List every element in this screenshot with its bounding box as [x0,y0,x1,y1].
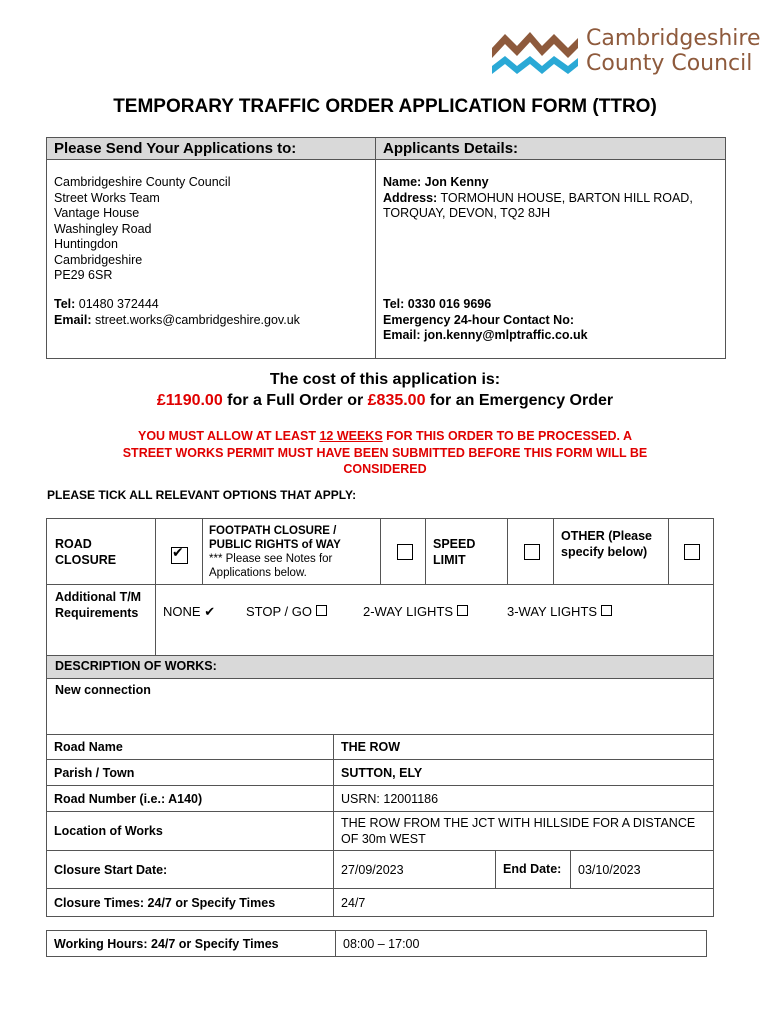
tel-value: 01480 372444 [78,297,159,311]
working-hours-label: Working Hours: 24/7 or Specify Times [47,931,336,957]
parish-label: Parish / Town [47,760,334,786]
road-number-value[interactable]: USRN: 12001186 [334,786,714,812]
emergency-order-price: £835.00 [367,392,426,409]
tick-instruction: PLEASE TICK ALL RELEVANT OPTIONS THAT APPLY: [47,488,357,502]
footpath-label: FOOTPATH CLOSURE / PUBLIC RIGHTS of WAY [209,525,341,551]
end-date-label: End Date: [496,851,571,889]
tm-3way-option[interactable] [507,604,612,619]
tm-stop-go-option[interactable] [246,604,327,619]
address-line: PE29 6SR [54,268,113,282]
tm-2way-checkbox[interactable] [457,605,468,616]
address-line: Washingley Road [54,221,152,236]
options-row [46,518,714,585]
table-row [47,786,714,812]
road-number-label: Road Number (i.e.: A140) [47,786,334,812]
end-date-value[interactable]: 03/10/2023 [571,851,714,889]
applicant-email: Email: jon.kenny@mlptraffic.co.uk [383,328,588,342]
footpath-note: *** Please see Notes for Applications below. [209,553,333,579]
checkmark-icon: ✔ [204,604,216,619]
working-hours-table [46,930,707,957]
closure-times-label: Closure Times: 24/7 or Specify Times [47,889,334,917]
logo-line-1: Cambridgeshire [586,26,761,51]
parish-value[interactable]: SUTTON, ELY [334,760,714,786]
tm-row [46,584,714,656]
warning-part-1: YOU MUST ALLOW AT LEAST [137,429,320,443]
other-checkbox[interactable] [684,544,700,560]
council-logo [490,26,761,86]
applicant-address: TORMOHUN HOUSE, BARTON HILL ROAD, TORQUAY, DEVON, TQ2 8JH [383,190,693,220]
address-line: Vantage House [54,206,140,220]
tm-3way-label: 3-WAY LIGHTS [507,604,598,619]
council-logo-mark-icon [490,28,580,78]
send-to-address-cell [46,159,376,359]
address-line: Street Works Team [54,190,160,205]
table-row [47,851,714,889]
works-details-table [46,734,714,917]
address-line: Cambridgeshire [54,252,143,267]
road-closure-label: ROAD CLOSURE [55,537,117,567]
table-row [47,812,714,851]
tm-3way-checkbox[interactable] [601,605,612,616]
applicant-details-cell [375,159,726,359]
logo-line-2: County Council [586,51,753,76]
tm-stop-go-label: STOP / GO [246,604,312,619]
warning-line-2: STREET WORKS PERMIT MUST HAVE BEEN SUBMITTED BEFORE THIS FORM WILL BE [122,445,648,460]
warning-part-2: FOR THIS ORDER TO BE PROCESSED. A [382,429,633,443]
speed-limit-checkbox[interactable] [524,544,540,560]
tm-2way-label: 2-WAY LIGHTS [363,604,454,619]
other-label: OTHER (Please specify below) [561,529,653,559]
tel-label: Tel: [54,297,76,311]
full-order-price: £1190.00 [156,392,223,409]
table-row [47,760,714,786]
warning-line-3: CONSIDERED [343,462,427,476]
cost-line [0,392,770,410]
footpath-checkbox[interactable] [397,544,413,560]
table-row [47,931,707,957]
email-value[interactable]: street.works@cambridgeshire.gov.uk [95,312,300,327]
tm-none-option[interactable] [163,604,215,620]
description-cell[interactable] [46,678,714,735]
speed-limit-label: SPEED LIMIT [433,537,476,567]
cost-intro: The cost of this application is: [269,371,501,388]
applicant-emergency: Emergency 24-hour Contact No: [383,312,575,327]
table-row [47,735,714,760]
address-line: Cambridgeshire County Council [54,175,231,189]
tm-none-label: NONE [163,604,201,619]
working-hours-value[interactable]: 08:00 – 17:00 [336,931,707,957]
closure-times-value[interactable]: 24/7 [334,889,714,917]
address-line: Huntingdon [54,237,118,251]
email-label: Email: [54,312,92,327]
location-label: Location of Works [47,812,334,851]
send-to-address [54,175,230,284]
applicant-header-cell [375,137,726,160]
tm-stop-go-checkbox[interactable] [316,605,327,616]
description-header: DESCRIPTION OF WORKS: [55,659,217,673]
start-date-label: Closure Start Date: [47,851,334,889]
applicant-address-label: Address: [383,190,438,205]
send-to-header-cell [46,137,376,160]
road-name-value[interactable]: THE ROW [334,735,714,760]
road-name-label: Road Name [47,735,334,760]
applicant-tel: Tel: 0330 016 9696 [383,297,492,311]
description-header-cell [46,655,714,679]
applicant-name: Name: Jon Kenny [383,175,489,189]
processing-warning [0,428,770,478]
full-order-text: for a Full Order or [222,392,368,409]
warning-weeks: 12 WEEKS [319,429,383,443]
table-row [47,889,714,917]
applicant-header: Applicants Details: [383,140,519,157]
tm-2way-option[interactable] [363,604,468,619]
start-date-value[interactable]: 27/09/2023 [334,851,496,889]
location-value[interactable]: THE ROW FROM THE JCT WITH HILLSIDE FOR A DISTANCE OF 30m WEST [334,812,714,851]
emergency-order-text: for an Emergency Order [425,392,614,409]
page-title: TEMPORARY TRAFFIC ORDER APPLICATION FORM (TTRO) [113,96,657,117]
tm-label: Additional T/M Requirements [55,590,142,620]
road-closure-checkbox[interactable] [171,547,188,564]
send-to-header: Please Send Your Applications to: [54,140,297,157]
description-text: New connection [55,683,151,697]
